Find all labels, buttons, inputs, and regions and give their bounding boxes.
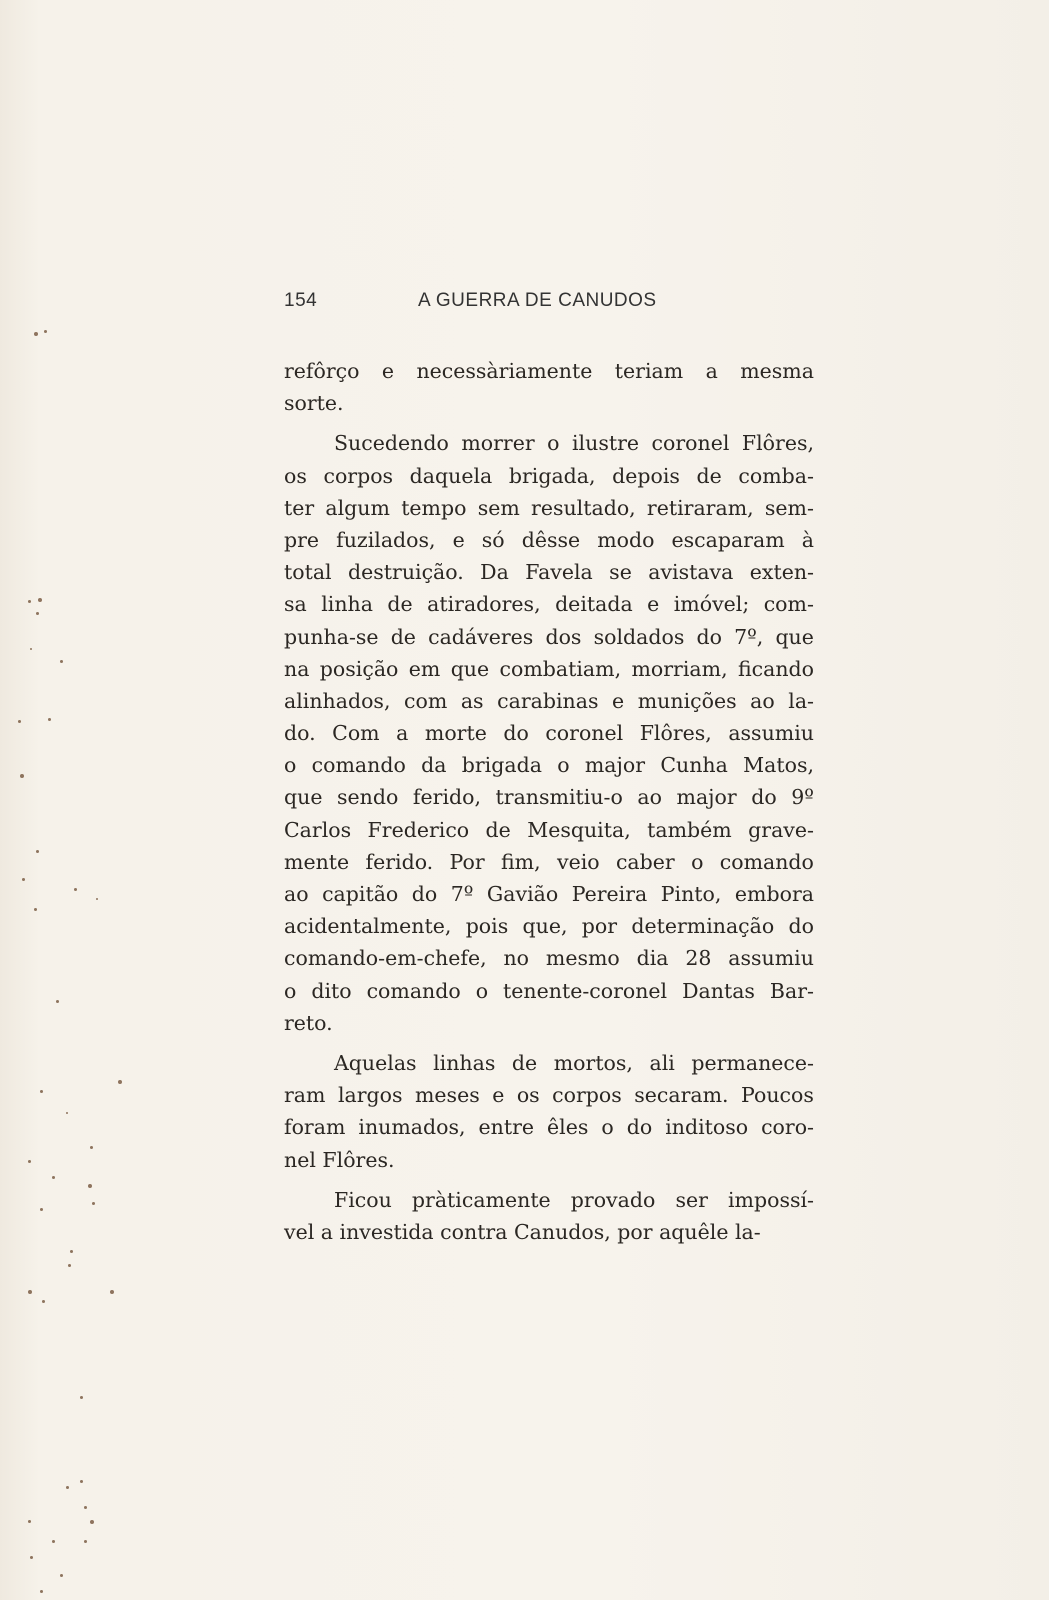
text-line: Aquelas linhas de mortos, ali permanece- [334,1050,814,1075]
paragraph [284,427,814,1039]
foxing-speck [48,718,51,721]
text-line: vel a investida contra Canudos, por aquêle la- [284,1219,761,1244]
foxing-speck [56,1000,59,1003]
page-header [284,290,814,314]
paragraph [284,1184,814,1248]
foxing-speck [36,850,39,853]
foxing-speck [18,720,21,723]
body-text [284,355,814,1248]
text-line: punha-se de cadáveres dos soldados do 7º, que [284,624,814,649]
foxing-speck [40,1208,43,1211]
text-line: sa linha de atiradores, deitada e imóvel; com- [284,592,814,617]
foxing-speck [80,1396,83,1399]
foxing-speck [20,774,24,778]
foxing-speck [118,1080,122,1084]
foxing-speck [28,1160,31,1163]
foxing-speck [28,1520,31,1523]
text-line: os corpos daquela brigada, depois de comba- [284,463,814,488]
text-line: foram inumados, entre êles o do inditoso coro- [284,1115,814,1140]
text-line: Sucedendo morrer o ilustre coronel Flôres, [334,431,814,456]
foxing-speck [66,1112,68,1114]
text-line: sorte. [284,391,344,416]
foxing-speck [28,1290,32,1294]
foxing-speck [60,1574,63,1577]
text-line: que sendo ferido, transmitiu-o ao major do 9º [284,785,814,810]
foxing-speck [80,1480,83,1483]
foxing-speck [52,1540,55,1543]
foxing-speck [52,1176,55,1179]
foxing-speck [42,1300,45,1303]
text-line: mente ferido. Por fim, veio caber o comando [284,849,814,874]
foxing-speck [84,1540,87,1543]
text-line: ram largos meses e os corpos secaram. Poucos [284,1083,814,1108]
foxing-speck [68,1264,71,1267]
foxing-speck [66,1486,69,1489]
text-line: pre fuzilados, e só dêsse modo escaparam à [284,527,814,552]
running-head: A GUERRA DE CANUDOS [418,290,657,311]
text-line: nel Flôres. [284,1147,395,1172]
foxing-speck [70,1250,73,1253]
text-line: Carlos Frederico de Mesquita, também grave- [284,817,814,842]
foxing-speck [30,648,32,650]
foxing-speck [110,1290,114,1294]
foxing-speck [44,330,47,333]
text-line: o comando da brigada o major Cunha Matos, [284,753,814,778]
text-line: ao capitão do 7º Gavião Pereira Pinto, embora [284,882,814,906]
text-line: alinhados, com as carabinas e munições ao la- [284,688,814,713]
foxing-speck [88,1184,92,1188]
text-line: na posição em que combatiam, morriam, ficando [284,656,814,681]
text-line: do. Com a morte do coronel Flôres, assumiu [284,721,814,746]
text-line: Ficou pràticamente provado ser impossí- [334,1187,814,1212]
foxing-speck [34,908,37,911]
foxing-speck [38,598,42,602]
text-line: acidentalmente, pois que, por determinação do [284,914,814,939]
foxing-speck [36,612,39,615]
foxing-speck [34,332,38,336]
text-line: ter algum tempo sem resultado, retiraram, sem- [284,495,814,520]
foxing-speck [22,878,25,881]
foxing-speck [90,1520,94,1524]
foxing-speck [96,898,98,900]
page-number: 154 [284,290,318,311]
foxing-speck [92,1202,95,1205]
text-line: comando-em-chefe, no mesmo dia 28 assumiu [284,946,814,971]
foxing-speck [90,1146,93,1149]
foxing-speck [40,1090,43,1093]
foxing-speck [84,1506,87,1509]
text-line: total destruição. Da Favela se avistava exten- [284,560,814,585]
foxing-speck [74,888,77,891]
foxing-speck [28,600,31,603]
text-line: reto. [284,1010,333,1035]
foxing-speck [60,660,63,663]
paragraph [284,355,814,419]
paragraph [284,1047,814,1176]
text-line: o dito comando o tenente-coronel Dantas Bar- [284,978,814,1003]
text-line: refôrço e necessàriamente teriam a mesma [284,359,814,383]
foxing-speck [40,1590,43,1593]
foxing-speck [30,1556,33,1559]
